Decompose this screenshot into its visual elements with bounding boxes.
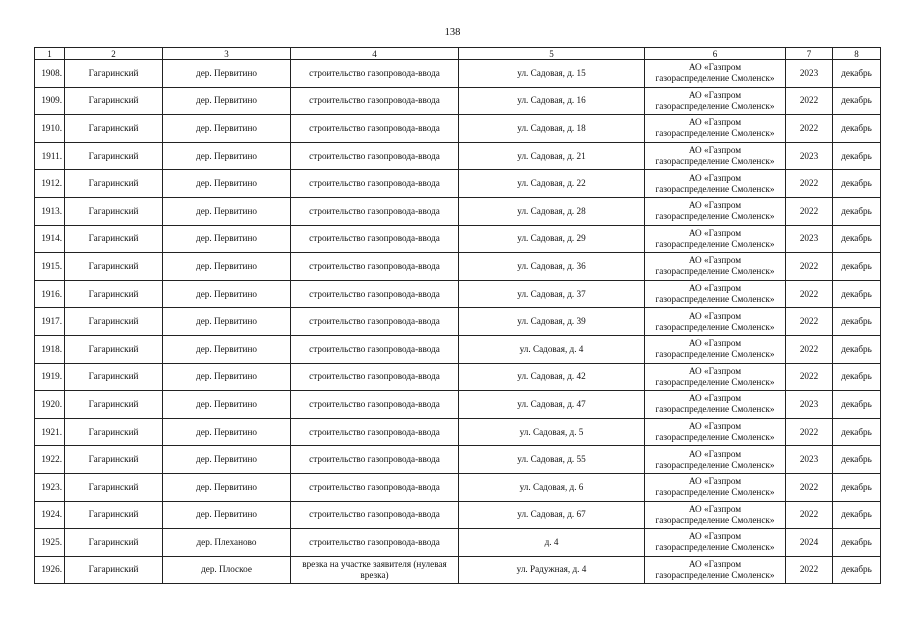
address-cell: ул. Садовая, д. 29: [459, 225, 645, 253]
year-cell: 2022: [786, 197, 833, 225]
settlement-cell: дер. Первитино: [163, 308, 291, 336]
organization-line-2: газораспределение Смоленск»: [655, 376, 775, 387]
organization-line-2: газораспределение Смоленск»: [655, 128, 775, 139]
year-cell: 2022: [786, 501, 833, 529]
address-cell: ул. Садовая, д. 5: [459, 418, 645, 446]
organization-cell: [645, 60, 786, 88]
table-row: [35, 335, 881, 363]
organization-cell: [645, 87, 786, 115]
month-cell: декабрь: [833, 87, 881, 115]
header-row: [35, 48, 881, 60]
settlement-cell: дер. Первитино: [163, 60, 291, 88]
table-row: [35, 556, 881, 584]
address-cell: ул. Садовая, д. 47: [459, 391, 645, 419]
organization-cell: [645, 501, 786, 529]
table-row: [35, 142, 881, 170]
month-cell: декабрь: [833, 529, 881, 557]
settlement-cell: дер. Первитино: [163, 87, 291, 115]
district-cell: Гагаринский: [65, 556, 163, 584]
district-cell: Гагаринский: [65, 308, 163, 336]
organization-line-1: АО «Газпром: [688, 365, 742, 376]
month-cell: декабрь: [833, 391, 881, 419]
address-cell: ул. Садовая, д. 42: [459, 363, 645, 391]
year-cell: 2023: [786, 391, 833, 419]
settlement-cell: дер. Первитино: [163, 115, 291, 143]
row-number-cell: 1916.: [35, 280, 65, 308]
year-cell: 2022: [786, 473, 833, 501]
work-type-cell: строительство газопровода-ввода: [291, 335, 459, 363]
table-row: [35, 115, 881, 143]
district-cell: Гагаринский: [65, 197, 163, 225]
work-type-cell: строительство газопровода-ввода: [291, 529, 459, 557]
district-cell: Гагаринский: [65, 60, 163, 88]
month-cell: декабрь: [833, 280, 881, 308]
table-body: [35, 60, 881, 584]
year-cell: 2023: [786, 446, 833, 474]
district-cell: Гагаринский: [65, 142, 163, 170]
month-cell: декабрь: [833, 473, 881, 501]
row-number-cell: 1909.: [35, 87, 65, 115]
settlement-cell: дер. Первитино: [163, 225, 291, 253]
district-cell: Гагаринский: [65, 473, 163, 501]
table-row: [35, 308, 881, 336]
organization-cell: [645, 115, 786, 143]
year-cell: 2022: [786, 556, 833, 584]
table-row: [35, 418, 881, 446]
row-number-cell: 1908.: [35, 60, 65, 88]
district-cell: Гагаринский: [65, 418, 163, 446]
district-cell: Гагаринский: [65, 225, 163, 253]
column-header: 6: [645, 48, 786, 60]
month-cell: декабрь: [833, 170, 881, 198]
work-type-cell: строительство газопровода-ввода: [291, 308, 459, 336]
organization-line-2: газораспределение Смоленск»: [655, 211, 775, 222]
table-row: [35, 363, 881, 391]
organization-line-1: АО «Газпром: [688, 421, 742, 432]
organization-line-2: газораспределение Смоленск»: [655, 321, 775, 332]
address-cell: ул. Садовая, д. 36: [459, 253, 645, 281]
table-row: [35, 253, 881, 281]
year-cell: 2023: [786, 225, 833, 253]
district-cell: Гагаринский: [65, 501, 163, 529]
month-cell: декабрь: [833, 60, 881, 88]
table-row: [35, 170, 881, 198]
work-type-cell: строительство газопровода-ввода: [291, 473, 459, 501]
district-cell: Гагаринский: [65, 363, 163, 391]
work-type-cell: строительство газопровода-ввода: [291, 446, 459, 474]
address-cell: ул. Садовая, д. 15: [459, 60, 645, 88]
organization-line-1: АО «Газпром: [688, 89, 742, 100]
address-cell: ул. Садовая, д. 55: [459, 446, 645, 474]
row-number-cell: 1922.: [35, 446, 65, 474]
year-cell: 2023: [786, 142, 833, 170]
organization-cell: [645, 335, 786, 363]
organization-line-1: АО «Газпром: [688, 531, 742, 542]
address-cell: д. 4: [459, 529, 645, 557]
year-cell: 2022: [786, 335, 833, 363]
work-type-cell: строительство газопровода-ввода: [291, 363, 459, 391]
organization-line-1: АО «Газпром: [688, 503, 742, 514]
column-header: 8: [833, 48, 881, 60]
table-row: [35, 225, 881, 253]
organization-line-2: газораспределение Смоленск»: [655, 514, 775, 525]
settlement-cell: дер. Первитино: [163, 418, 291, 446]
row-number-cell: 1911.: [35, 142, 65, 170]
row-number-cell: 1925.: [35, 529, 65, 557]
work-type-cell: строительство газопровода-ввода: [291, 253, 459, 281]
organization-line-1: АО «Газпром: [688, 338, 742, 349]
organization-line-2: газораспределение Смоленск»: [655, 100, 775, 111]
settlement-cell: дер. Первитино: [163, 446, 291, 474]
organization-cell: [645, 418, 786, 446]
row-number-cell: 1926.: [35, 556, 65, 584]
settlement-cell: дер. Первитино: [163, 391, 291, 419]
organization-line-1: АО «Газпром: [688, 310, 742, 321]
row-number-cell: 1917.: [35, 308, 65, 336]
work-type-cell: врезка на участке заявителя (нулевая врезка): [291, 556, 459, 584]
row-number-cell: 1919.: [35, 363, 65, 391]
organization-cell: [645, 142, 786, 170]
work-type-cell: строительство газопровода-ввода: [291, 87, 459, 115]
year-cell: 2022: [786, 363, 833, 391]
organization-line-1: АО «Газпром: [688, 172, 742, 183]
settlement-cell: дер. Первитино: [163, 335, 291, 363]
address-cell: ул. Садовая, д. 22: [459, 170, 645, 198]
settlement-cell: дер. Первитино: [163, 363, 291, 391]
address-cell: ул. Садовая, д. 6: [459, 473, 645, 501]
organization-line-2: газораспределение Смоленск»: [655, 432, 775, 443]
settlement-cell: дер. Плоское: [163, 556, 291, 584]
column-header: 1: [35, 48, 65, 60]
organization-line-2: газораспределение Смоленск»: [655, 73, 775, 84]
table-row: [35, 446, 881, 474]
organization-line-1: АО «Газпром: [688, 558, 742, 569]
month-cell: декабрь: [833, 253, 881, 281]
table-row: [35, 87, 881, 115]
organization-line-1: АО «Газпром: [688, 476, 742, 487]
address-cell: ул. Садовая, д. 18: [459, 115, 645, 143]
month-cell: декабрь: [833, 142, 881, 170]
organization-cell: [645, 197, 786, 225]
settlement-cell: дер. Первитино: [163, 197, 291, 225]
district-cell: Гагаринский: [65, 170, 163, 198]
row-number-cell: 1921.: [35, 418, 65, 446]
organization-line-1: АО «Газпром: [688, 448, 742, 459]
organization-cell: [645, 391, 786, 419]
district-cell: Гагаринский: [65, 335, 163, 363]
organization-line-1: АО «Газпром: [688, 227, 742, 238]
settlement-cell: дер. Первитино: [163, 501, 291, 529]
year-cell: 2024: [786, 529, 833, 557]
address-cell: ул. Садовая, д. 37: [459, 280, 645, 308]
organization-line-1: АО «Газпром: [688, 283, 742, 294]
organization-cell: [645, 529, 786, 557]
address-cell: ул. Садовая, д. 21: [459, 142, 645, 170]
settlement-cell: дер. Первитино: [163, 280, 291, 308]
table-row: [35, 60, 881, 88]
year-cell: 2023: [786, 60, 833, 88]
organization-cell: [645, 308, 786, 336]
month-cell: декабрь: [833, 335, 881, 363]
organization-line-1: АО «Газпром: [688, 255, 742, 266]
work-type-cell: строительство газопровода-ввода: [291, 391, 459, 419]
organization-cell: [645, 556, 786, 584]
address-cell: ул. Садовая, д. 39: [459, 308, 645, 336]
organization-cell: [645, 473, 786, 501]
month-cell: декабрь: [833, 115, 881, 143]
organization-line-2: газораспределение Смоленск»: [655, 156, 775, 167]
table-row: [35, 391, 881, 419]
address-cell: ул. Садовая, д. 4: [459, 335, 645, 363]
organization-line-2: газораспределение Смоленск»: [655, 487, 775, 498]
month-cell: декабрь: [833, 363, 881, 391]
organization-line-2: газораспределение Смоленск»: [655, 294, 775, 305]
month-cell: декабрь: [833, 556, 881, 584]
organization-line-2: газораспределение Смоленск»: [655, 569, 775, 580]
address-cell: ул. Радужная, д. 4: [459, 556, 645, 584]
settlement-cell: дер. Первитино: [163, 142, 291, 170]
settlement-cell: дер. Первитино: [163, 170, 291, 198]
settlement-cell: дер. Первитино: [163, 253, 291, 281]
year-cell: 2022: [786, 87, 833, 115]
organization-cell: [645, 253, 786, 281]
month-cell: декабрь: [833, 225, 881, 253]
year-cell: 2022: [786, 418, 833, 446]
row-number-cell: 1913.: [35, 197, 65, 225]
month-cell: декабрь: [833, 197, 881, 225]
district-cell: Гагаринский: [65, 87, 163, 115]
year-cell: 2022: [786, 308, 833, 336]
year-cell: 2022: [786, 280, 833, 308]
settlement-cell: дер. Плеханово: [163, 529, 291, 557]
work-type-cell: строительство газопровода-ввода: [291, 142, 459, 170]
row-number-cell: 1915.: [35, 253, 65, 281]
column-header: 5: [459, 48, 645, 60]
organization-cell: [645, 280, 786, 308]
organization-line-2: газораспределение Смоленск»: [655, 266, 775, 277]
district-cell: Гагаринский: [65, 280, 163, 308]
district-cell: Гагаринский: [65, 253, 163, 281]
table-row: [35, 501, 881, 529]
table-row: [35, 280, 881, 308]
work-type-cell: строительство газопровода-ввода: [291, 501, 459, 529]
organization-line-1: АО «Газпром: [688, 200, 742, 211]
organization-line-2: газораспределение Смоленск»: [655, 459, 775, 470]
organization-line-2: газораспределение Смоленск»: [655, 238, 775, 249]
organization-cell: [645, 225, 786, 253]
month-cell: декабрь: [833, 446, 881, 474]
column-header: 3: [163, 48, 291, 60]
year-cell: 2022: [786, 115, 833, 143]
month-cell: декабрь: [833, 308, 881, 336]
column-header: 2: [65, 48, 163, 60]
settlement-cell: дер. Первитино: [163, 473, 291, 501]
table-row: [35, 197, 881, 225]
district-cell: Гагаринский: [65, 391, 163, 419]
column-header: 7: [786, 48, 833, 60]
district-cell: Гагаринский: [65, 529, 163, 557]
address-cell: ул. Садовая, д. 67: [459, 501, 645, 529]
organization-cell: [645, 170, 786, 198]
column-header: 4: [291, 48, 459, 60]
month-cell: декабрь: [833, 501, 881, 529]
organization-line-2: газораспределение Смоленск»: [655, 404, 775, 415]
district-cell: Гагаринский: [65, 446, 163, 474]
row-number-cell: 1918.: [35, 335, 65, 363]
page-number: 138: [444, 27, 461, 38]
organization-cell: [645, 363, 786, 391]
row-number-cell: 1910.: [35, 115, 65, 143]
work-type-cell: строительство газопровода-ввода: [291, 225, 459, 253]
work-type-cell: строительство газопровода-ввода: [291, 115, 459, 143]
organization-line-2: газораспределение Смоленск»: [655, 349, 775, 360]
row-number-cell: 1912.: [35, 170, 65, 198]
work-type-cell: строительство газопровода-ввода: [291, 418, 459, 446]
organization-cell: [645, 446, 786, 474]
work-type-cell: строительство газопровода-ввода: [291, 60, 459, 88]
row-number-cell: 1914.: [35, 225, 65, 253]
address-cell: ул. Садовая, д. 28: [459, 197, 645, 225]
month-cell: декабрь: [833, 418, 881, 446]
district-cell: Гагаринский: [65, 115, 163, 143]
row-number-cell: 1924.: [35, 501, 65, 529]
organization-line-2: газораспределение Смоленск»: [655, 542, 775, 553]
organization-line-1: АО «Газпром: [688, 117, 742, 128]
table-row: [35, 529, 881, 557]
work-type-cell: строительство газопровода-ввода: [291, 280, 459, 308]
data-table: [34, 47, 881, 584]
row-number-cell: 1923.: [35, 473, 65, 501]
work-type-cell: строительство газопровода-ввода: [291, 170, 459, 198]
year-cell: 2022: [786, 170, 833, 198]
organization-line-1: АО «Газпром: [688, 145, 742, 156]
row-number-cell: 1920.: [35, 391, 65, 419]
organization-line-1: АО «Газпром: [688, 62, 742, 73]
address-cell: ул. Садовая, д. 16: [459, 87, 645, 115]
organization-line-2: газораспределение Смоленск»: [655, 183, 775, 194]
year-cell: 2022: [786, 253, 833, 281]
work-type-cell: строительство газопровода-ввода: [291, 197, 459, 225]
table-row: [35, 473, 881, 501]
organization-line-1: АО «Газпром: [688, 393, 742, 404]
